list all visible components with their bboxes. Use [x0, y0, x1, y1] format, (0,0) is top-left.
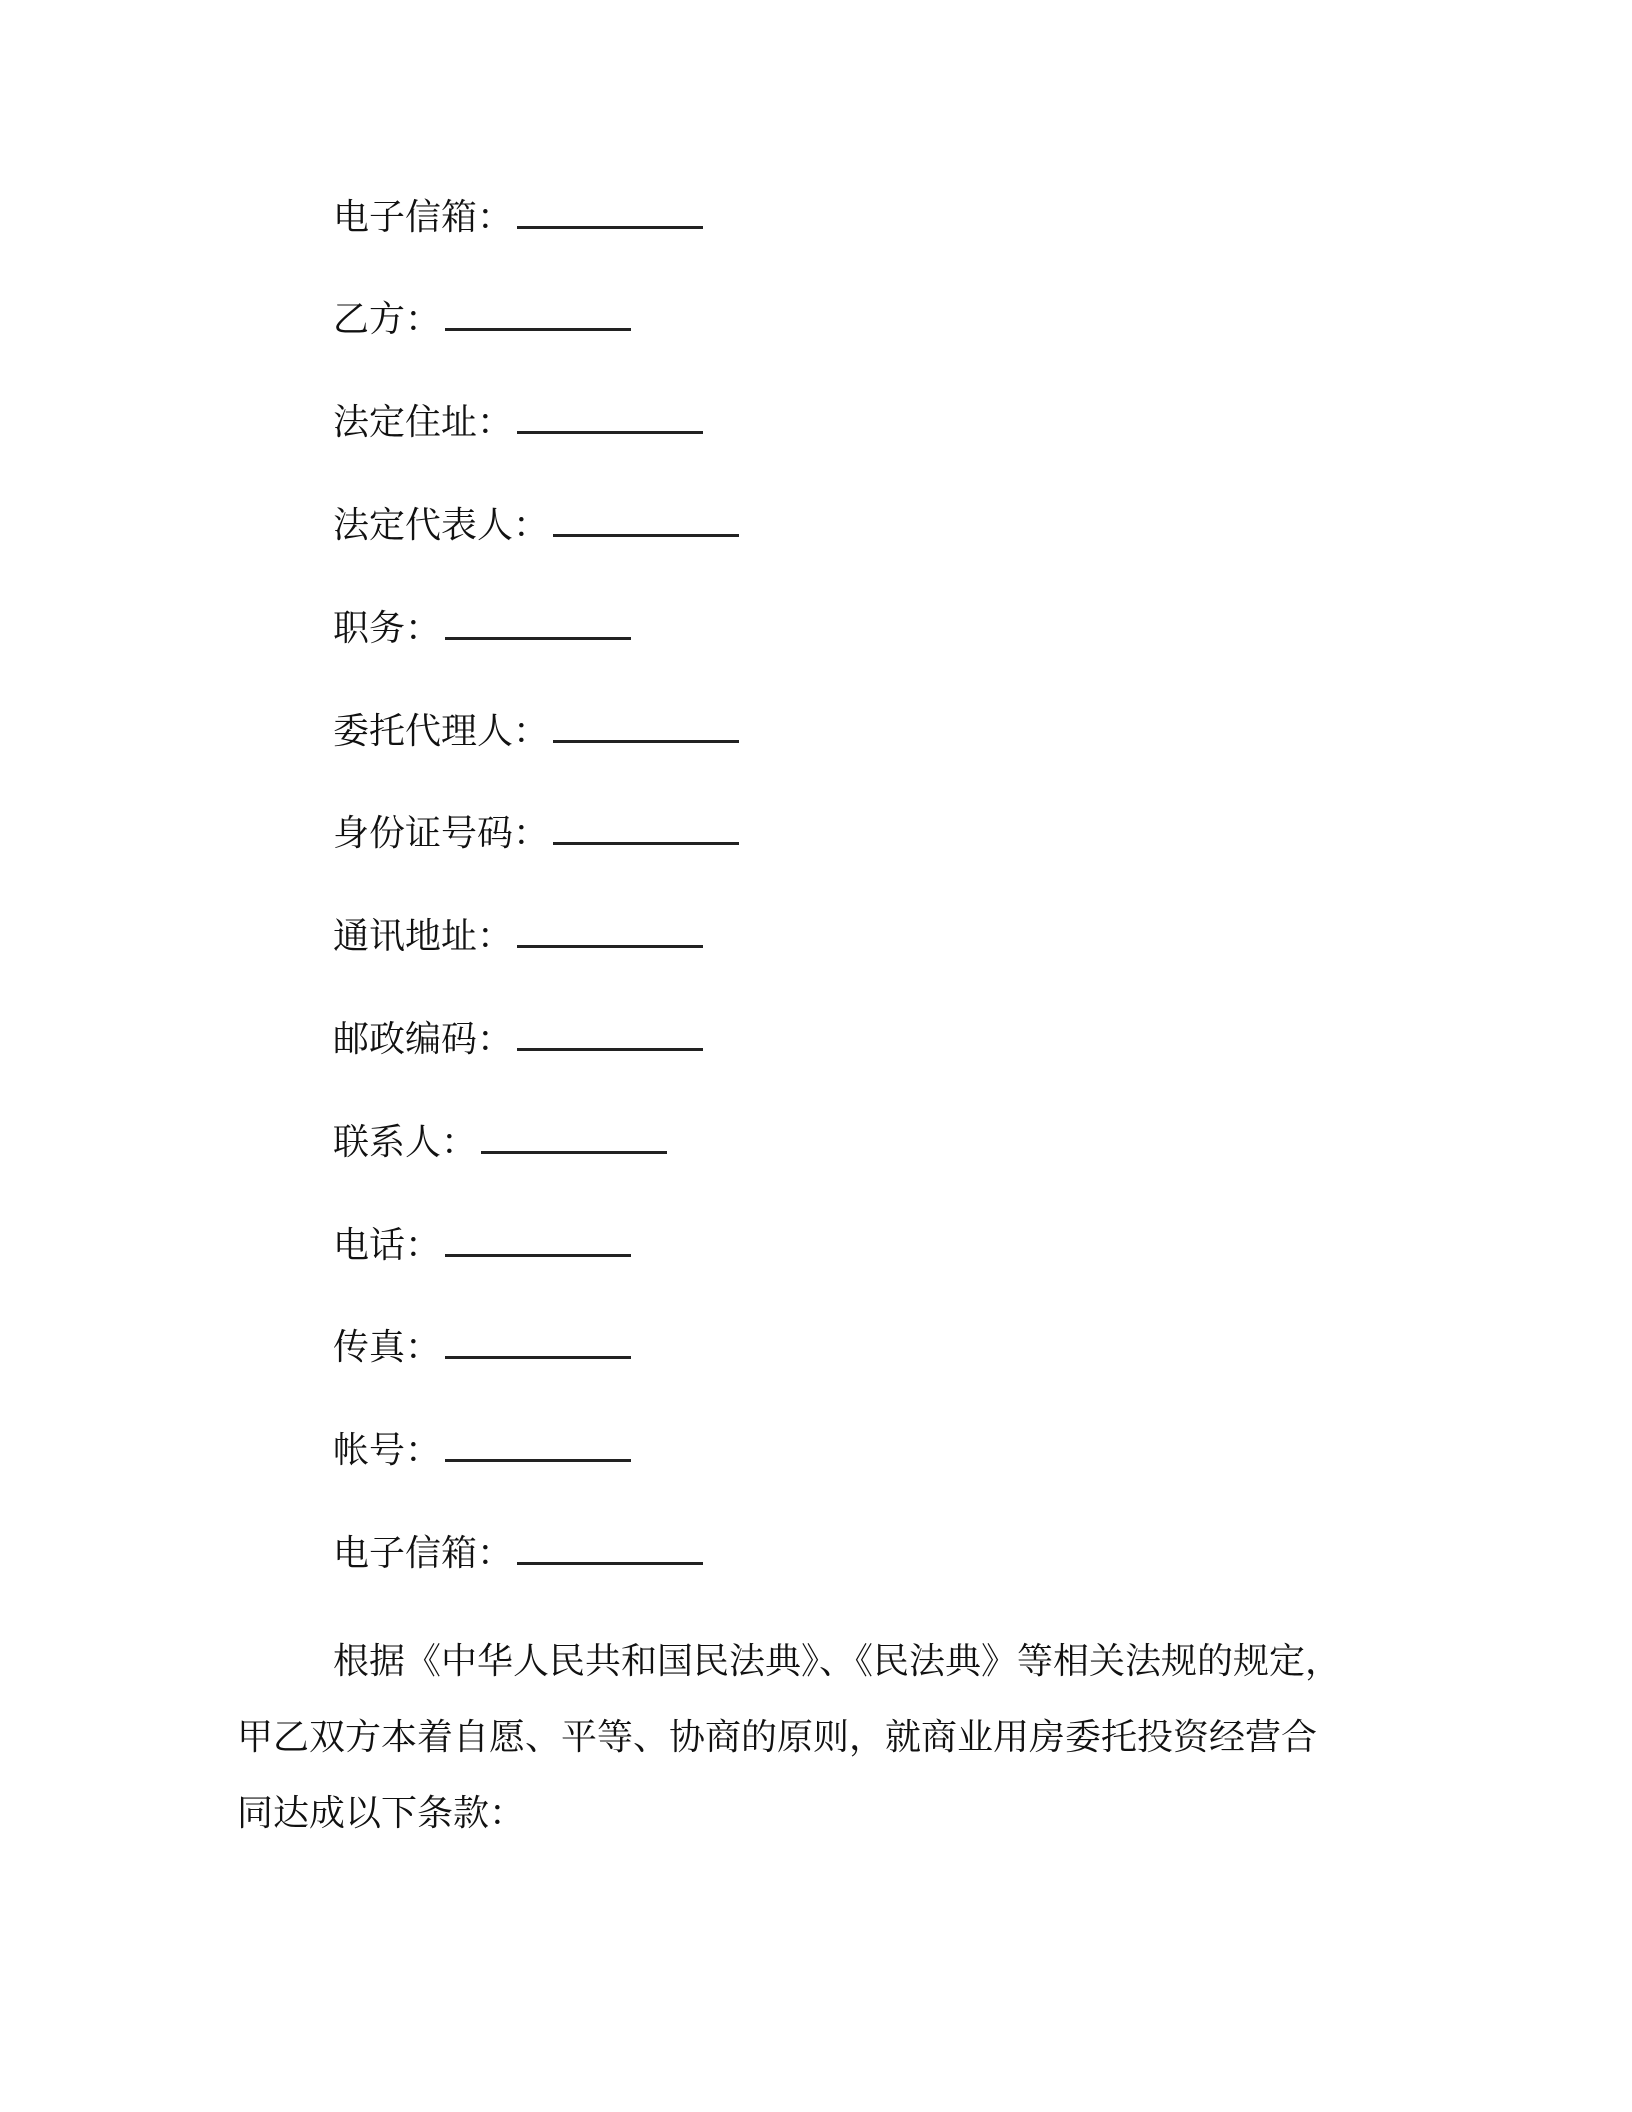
form-field-party-b: [333, 292, 631, 342]
form-field-account: [333, 1423, 631, 1473]
field-label: 身份证号码：: [333, 813, 550, 854]
form-field-agent: [333, 704, 739, 754]
blank-line: [517, 1526, 703, 1565]
form-field-fax: [333, 1320, 631, 1370]
field-label: 乙方：: [333, 299, 442, 340]
blank-line: [481, 1115, 667, 1154]
form-field-phone: [333, 1218, 631, 1268]
form-field-legal-representative: [333, 498, 739, 548]
paragraph-line-2: 甲乙双方本着自愿、平等、协商的原则，就商业用房委托投资经营合: [237, 1717, 1318, 1758]
field-label: 帐号：: [333, 1430, 442, 1471]
blank-line: [445, 1320, 631, 1359]
blank-line: [517, 395, 703, 434]
field-label: 传真：: [333, 1327, 442, 1368]
form-field-legal-address: [333, 395, 703, 445]
field-label: 电子信箱：: [333, 197, 514, 238]
form-field-contact-person: [333, 1115, 667, 1165]
form-field-email-2: [333, 1526, 703, 1576]
field-label: 电子信箱：: [333, 1533, 514, 1574]
field-label: 通讯地址：: [333, 916, 514, 957]
field-label: 职务：: [333, 608, 442, 649]
form-field-email: [333, 190, 703, 240]
blank-line: [445, 601, 631, 640]
blank-line: [445, 292, 631, 331]
field-label: 联系人：: [333, 1122, 478, 1163]
field-label: 法定代表人：: [333, 505, 550, 546]
field-label: 委托代理人：: [333, 711, 550, 752]
blank-line: [517, 190, 703, 229]
blank-line: [517, 909, 703, 948]
field-label: 法定住址：: [333, 402, 514, 443]
blank-line: [553, 806, 739, 845]
form-field-postal-code: [333, 1012, 703, 1062]
blank-line: [517, 1012, 703, 1051]
blank-line: [553, 704, 739, 743]
blank-line: [445, 1423, 631, 1462]
form-field-position: [333, 601, 631, 651]
blank-line: [553, 498, 739, 537]
blank-line: [445, 1218, 631, 1257]
paragraph-line-3: 同达成以下条款：: [237, 1793, 526, 1834]
field-label: 邮政编码：: [333, 1019, 514, 1060]
form-field-id-number: [333, 806, 739, 856]
form-field-mailing-address: [333, 909, 703, 959]
field-label: 电话：: [333, 1225, 442, 1266]
paragraph-line-1: 根据《中华人民共和国民法典》、《民法典》等相关法规的规定，: [333, 1641, 1342, 1682]
